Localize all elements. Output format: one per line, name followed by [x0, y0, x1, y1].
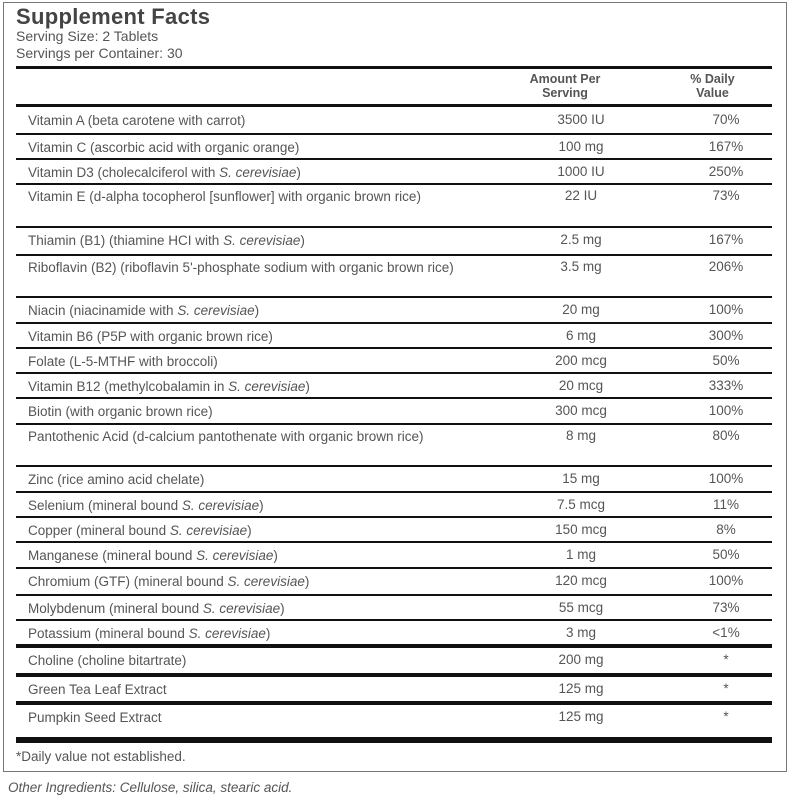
nutrient-daily-value: 100%	[708, 573, 744, 588]
nutrient-name	[28, 625, 468, 642]
nutrient-row	[16, 324, 772, 349]
nutrient-name-suffix: )	[273, 548, 278, 563]
nutrient-daily-value: 100%	[708, 302, 744, 317]
nutrient-row	[16, 349, 772, 374]
nutrient-name	[28, 302, 468, 319]
nutrient-name-text: Vitamin C (ascorbic acid with organic orange)	[28, 140, 300, 155]
nutrient-row	[16, 374, 772, 399]
nutrient-row	[16, 467, 772, 493]
nutrient-row	[16, 135, 772, 160]
nutrient-daily-value: 300%	[708, 328, 744, 343]
nutrient-amount: 200 mg	[558, 652, 604, 667]
nutrient-name	[28, 573, 468, 590]
nutrient-row	[16, 648, 772, 677]
nutrient-row	[16, 569, 772, 596]
nutrient-row	[16, 298, 772, 324]
nutrient-amount: 7.5 mcg	[556, 497, 606, 512]
nutrient-amount: 6 mg	[565, 328, 596, 343]
nutrient-row	[16, 160, 772, 185]
nutrient-daily-value: 50%	[712, 353, 740, 368]
nutrient-daily-value: *	[723, 709, 729, 724]
nutrient-name-text: Vitamin E (d-alpha tocopherol [sunflower] with organic brown rice)	[28, 189, 421, 204]
nutrient-source-organism: S. cerevisiae	[181, 498, 260, 513]
nutrient-daily-value: 8%	[716, 522, 736, 537]
nutrient-row	[16, 399, 772, 425]
label-title: Supplement Facts	[16, 4, 211, 29]
serving-size: Serving Size: 2 Tablets	[16, 28, 159, 44]
nutrient-name	[16, 188, 456, 205]
nutrient-name	[28, 378, 468, 395]
nutrient-row	[16, 493, 772, 518]
nutrient-row	[16, 425, 772, 467]
nutrient-name-suffix: )	[259, 498, 264, 513]
nutrient-amount: 125 mg	[558, 709, 604, 724]
nutrient-name-text: Folate (L-5-MTHF with broccoli)	[28, 354, 218, 369]
nutrient-row	[16, 543, 772, 569]
nutrient-name-text: Vitamin B12 (methylcobalamin in	[28, 379, 229, 394]
nutrient-source-organism: S. cerevisiae	[223, 233, 301, 248]
nutrient-name-suffix: )	[300, 233, 305, 248]
nutrient-name	[28, 328, 468, 345]
nutrient-amount: 8 mg	[565, 428, 596, 443]
nutrient-name-text: Pumpkin Seed Extract	[28, 710, 162, 725]
nutrient-daily-value: 167%	[708, 232, 744, 247]
nutrient-row	[16, 228, 772, 256]
nutrient-amount: 1 mg	[565, 547, 596, 562]
nutrient-amount: 3 mg	[565, 625, 596, 640]
nutrient-source-organism: S. cerevisiae	[188, 626, 266, 641]
nutrient-name	[16, 259, 456, 276]
nutrient-name	[28, 547, 468, 564]
column-header-dv-line2: Value	[696, 86, 729, 100]
row-divider	[16, 737, 772, 743]
nutrient-daily-value: 50%	[712, 547, 740, 562]
header-rule-top	[16, 66, 772, 69]
nutrient-name-suffix: )	[280, 601, 285, 616]
column-header-amount	[515, 72, 615, 100]
nutrient-daily-value: 73%	[712, 600, 740, 615]
nutrient-name-text: Vitamin A (beta carotene with carrot)	[28, 113, 246, 128]
nutrient-name	[28, 522, 468, 539]
nutrient-daily-value: 73%	[712, 188, 740, 203]
nutrient-name-suffix: )	[304, 574, 310, 589]
nutrient-name-text: Molybdenum (mineral bound	[28, 601, 203, 616]
nutrient-source-organism: S. cerevisiae	[196, 548, 274, 563]
nutrient-amount: 100 mg	[558, 139, 604, 154]
nutrient-source-organism: S. cerevisiae	[202, 601, 281, 616]
nutrient-amount: 22 IU	[564, 188, 598, 203]
nutrient-name-suffix: )	[247, 523, 252, 538]
nutrient-name	[28, 471, 468, 488]
nutrient-name	[28, 709, 468, 726]
nutrient-name-text: Vitamin B6 (P5P with organic brown rice)	[28, 329, 273, 344]
nutrient-amount: 55 mcg	[558, 600, 604, 615]
nutrient-daily-value: *	[723, 681, 729, 696]
nutrient-name	[28, 232, 468, 249]
nutrient-daily-value: 333%	[708, 378, 744, 393]
nutrient-amount: 20 mg	[562, 302, 600, 317]
nutrient-name-text: Manganese (mineral bound	[28, 548, 197, 563]
nutrient-name-text: Zinc (rice amino acid chelate)	[28, 472, 205, 487]
nutrient-daily-value: 11%	[712, 497, 740, 512]
nutrient-daily-value: 100%	[708, 403, 744, 418]
nutrient-name	[28, 112, 468, 129]
nutrient-name	[28, 403, 468, 420]
nutrient-name	[28, 353, 468, 370]
nutrient-name-text: Biotin (with organic brown rice)	[28, 404, 213, 419]
nutrient-name	[28, 652, 468, 669]
nutrient-name-text: Niacin (niacinamide with	[28, 303, 178, 318]
column-header-amount-line2: Serving	[542, 86, 588, 100]
other-ingredients: Other Ingredients: Cellulose, silica, stearic acid.	[8, 780, 293, 795]
nutrient-daily-value: 250%	[708, 164, 744, 179]
nutrient-name-text: Choline (choline bitartrate)	[28, 653, 187, 668]
nutrient-name-text: Chromium (GTF) (mineral bound	[28, 574, 228, 589]
nutrient-name-text: Thiamin (B1) (thiamine HCI with	[28, 233, 224, 248]
nutrient-daily-value: 100%	[708, 471, 744, 486]
nutrient-amount: 15 mg	[562, 471, 600, 486]
nutrient-daily-value: 167%	[708, 139, 744, 154]
nutrient-daily-value: *	[723, 652, 729, 667]
nutrient-row	[16, 185, 772, 228]
nutrient-name	[28, 600, 468, 617]
nutrient-daily-value: 206%	[708, 259, 744, 274]
nutrient-row	[16, 677, 772, 705]
nutrient-source-organism: S. cerevisiae	[228, 379, 306, 394]
nutrient-name	[28, 681, 468, 698]
nutrient-name-text: Copper (mineral bound	[28, 523, 170, 538]
nutrient-name-text: Selenium (mineral bound	[28, 498, 182, 513]
nutrient-row	[16, 596, 772, 621]
nutrient-name	[28, 164, 468, 181]
nutrient-source-organism: S. cerevisiae	[169, 523, 248, 538]
nutrient-row	[16, 518, 772, 543]
nutrient-source-organism: S. cerevisiae	[177, 303, 255, 318]
nutrient-name-text: Pantothenic Acid (d-calcium pantothenate with organic brown rice)	[28, 429, 424, 444]
servings-per-container: Servings per Container: 30	[16, 45, 183, 61]
nutrient-amount: 200 mcg	[555, 353, 607, 368]
nutrient-name-text: Potassium (mineral bound	[28, 626, 189, 641]
column-header-dv-line1: % Daily	[690, 72, 735, 86]
nutrient-name	[28, 139, 468, 156]
nutrient-name	[28, 497, 468, 514]
nutrient-name-text: Vitamin D3 (cholecalciferol with	[28, 165, 220, 180]
nutrient-name-suffix: )	[265, 626, 271, 641]
column-header-amount-line1: Amount Per	[529, 72, 601, 86]
nutrient-name	[16, 428, 456, 445]
nutrient-row	[16, 256, 772, 298]
nutrient-row	[16, 108, 772, 135]
nutrient-amount: 20 mcg	[558, 378, 604, 393]
nutrient-amount: 300 mcg	[555, 403, 607, 418]
nutrient-daily-value: <1%	[712, 625, 740, 640]
nutrient-name-suffix: )	[296, 165, 301, 180]
nutrient-name-suffix: )	[305, 379, 310, 394]
nutrient-amount: 1000 IU	[557, 164, 605, 179]
nutrient-amount: 150 mcg	[555, 522, 607, 537]
nutrient-row	[16, 705, 772, 743]
nutrient-amount: 125 mg	[558, 681, 604, 696]
nutrient-name-text: Riboflavin (B2) (riboflavin 5'-phosphate sodium with organic brown rice)	[28, 260, 454, 275]
nutrient-amount: 2.5 mg	[560, 232, 602, 247]
nutrient-amount: 120 mcg	[555, 573, 607, 588]
nutrient-name-suffix: )	[254, 303, 260, 318]
nutrient-amount: 3.5 mg	[560, 259, 602, 274]
nutrient-row	[16, 621, 772, 648]
nutrient-daily-value: 70%	[712, 112, 740, 127]
nutrient-amount: 3500 IU	[557, 112, 605, 127]
header-rule-bottom	[16, 104, 772, 107]
column-header-daily-value	[675, 72, 750, 100]
nutrient-source-organism: S. cerevisiae	[219, 165, 297, 180]
footnote: *Daily value not established.	[16, 749, 186, 764]
nutrient-source-organism: S. cerevisiae	[227, 574, 305, 589]
nutrient-daily-value: 80%	[712, 428, 740, 443]
nutrient-name-text: Green Tea Leaf Extract	[28, 682, 167, 697]
